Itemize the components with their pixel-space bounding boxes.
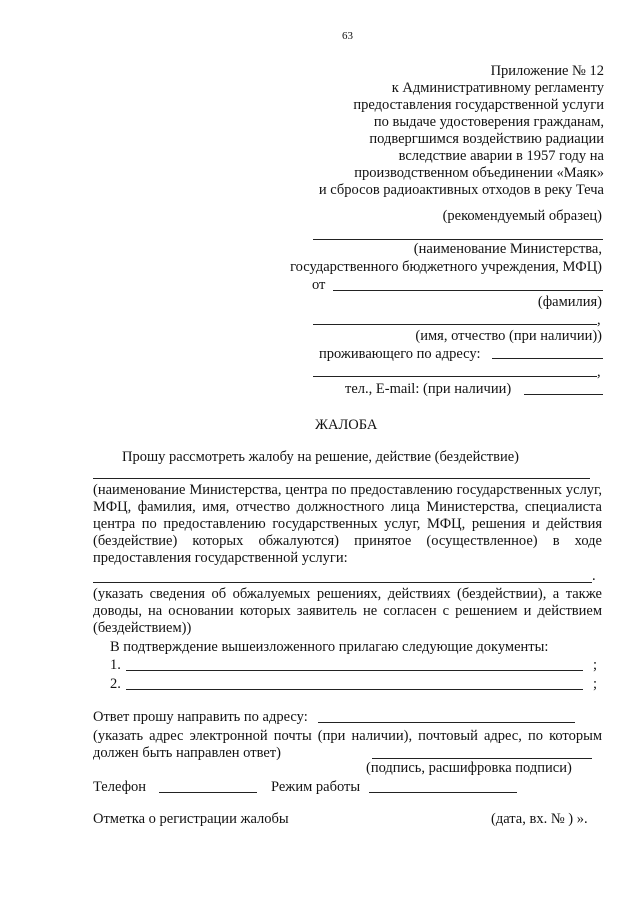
phone-field[interactable] bbox=[159, 792, 257, 793]
attachment-end: ; bbox=[593, 676, 598, 692]
appendix-block bbox=[184, 63, 604, 199]
answer-hint: (указать адрес электронной почты (при наличии), почтовый адрес, по которым должен быть направлен ответ) bbox=[93, 728, 602, 761]
period: . bbox=[592, 568, 596, 584]
appendix-line: к Административному регламенту bbox=[391, 80, 604, 96]
page-number: 63 bbox=[342, 30, 353, 42]
appendix-line: подвергшимся воздействию радиации bbox=[369, 131, 604, 147]
appendix-line: по выдаче удостоверения гражданам, bbox=[373, 114, 604, 130]
attachment-number: 1. bbox=[110, 657, 121, 673]
appendix-line: производственном объединении «Маяк» bbox=[354, 165, 604, 181]
work-hours-field[interactable] bbox=[369, 792, 517, 793]
address-field-1[interactable] bbox=[492, 358, 603, 359]
surname-hint: (фамилия) bbox=[537, 294, 602, 310]
answer-label: Ответ прошу направить по адресу: bbox=[93, 709, 308, 725]
registration-date: (дата, вх. № ) ». bbox=[491, 811, 588, 827]
registration-label: Отметка о регистрации жалобы bbox=[93, 811, 289, 827]
address-label: проживающего по адресу: bbox=[319, 346, 481, 362]
org-name-field[interactable] bbox=[313, 239, 603, 240]
signature-field[interactable] bbox=[372, 758, 592, 759]
decision-hint: (наименование Министерства, центра по предоставлению государственных услуг, МФЦ, фамилия, имя, отчество должностного лица Министерства, специалиста центра по предоставлению государственных услуг, МФЦ, решения и действия (бездействие) которых обжалуются) принятое (осуществленное) в ходе предоставления государственной услуги: bbox=[93, 482, 602, 566]
name-field[interactable] bbox=[313, 324, 597, 325]
org-hint-2: государственного бюджетного учреждения, МФЦ) bbox=[290, 259, 602, 275]
appendix-line: и сбросов радиоактивных отходов в реку Теча bbox=[318, 182, 604, 198]
contacts-field[interactable] bbox=[524, 394, 603, 395]
attachment-field-2[interactable] bbox=[126, 689, 583, 690]
name-hint: (имя, отчество (при наличии)) bbox=[415, 328, 602, 344]
phone-label: Телефон bbox=[93, 779, 146, 795]
address-field-2[interactable] bbox=[313, 376, 597, 377]
surname-field[interactable] bbox=[333, 290, 603, 291]
appendix-line: вследствие аварии в 1957 году на bbox=[398, 148, 604, 164]
appendix-line: предоставления государственной услуги bbox=[353, 97, 604, 113]
appendix-line: Приложение № 12 bbox=[490, 63, 604, 79]
decision-field[interactable] bbox=[93, 478, 590, 479]
attachments-intro: В подтверждение вышеизложенного прилагаю следующие документы: bbox=[110, 639, 549, 655]
answer-address-field[interactable] bbox=[318, 722, 575, 723]
sample-note: (рекомендуемый образец) bbox=[442, 208, 602, 224]
request-text: Прошу рассмотреть жалобу на решение, действие (бездействие) bbox=[122, 449, 519, 465]
work-hours-label: Режим работы bbox=[271, 779, 361, 795]
comma: , bbox=[597, 312, 601, 328]
attachment-field-1[interactable] bbox=[126, 670, 583, 671]
contacts-label: тел., E-mail: (при наличии) bbox=[345, 381, 512, 397]
from-label: от bbox=[312, 277, 326, 293]
details-hint: (указать сведения об обжалуемых решениях, действиях (бездействии), а также доводы, на основании которых заявитель не согласен с решением и действием (бездействием)) bbox=[93, 586, 602, 636]
attachment-number: 2. bbox=[110, 676, 121, 692]
signature-hint: (подпись, расшифровка подписи) bbox=[366, 760, 572, 776]
document-title: ЖАЛОБА bbox=[315, 417, 378, 433]
org-hint-1: (наименование Министерства, bbox=[413, 241, 602, 257]
details-field[interactable] bbox=[93, 582, 592, 583]
comma: , bbox=[597, 364, 601, 380]
attachment-end: ; bbox=[593, 657, 598, 673]
